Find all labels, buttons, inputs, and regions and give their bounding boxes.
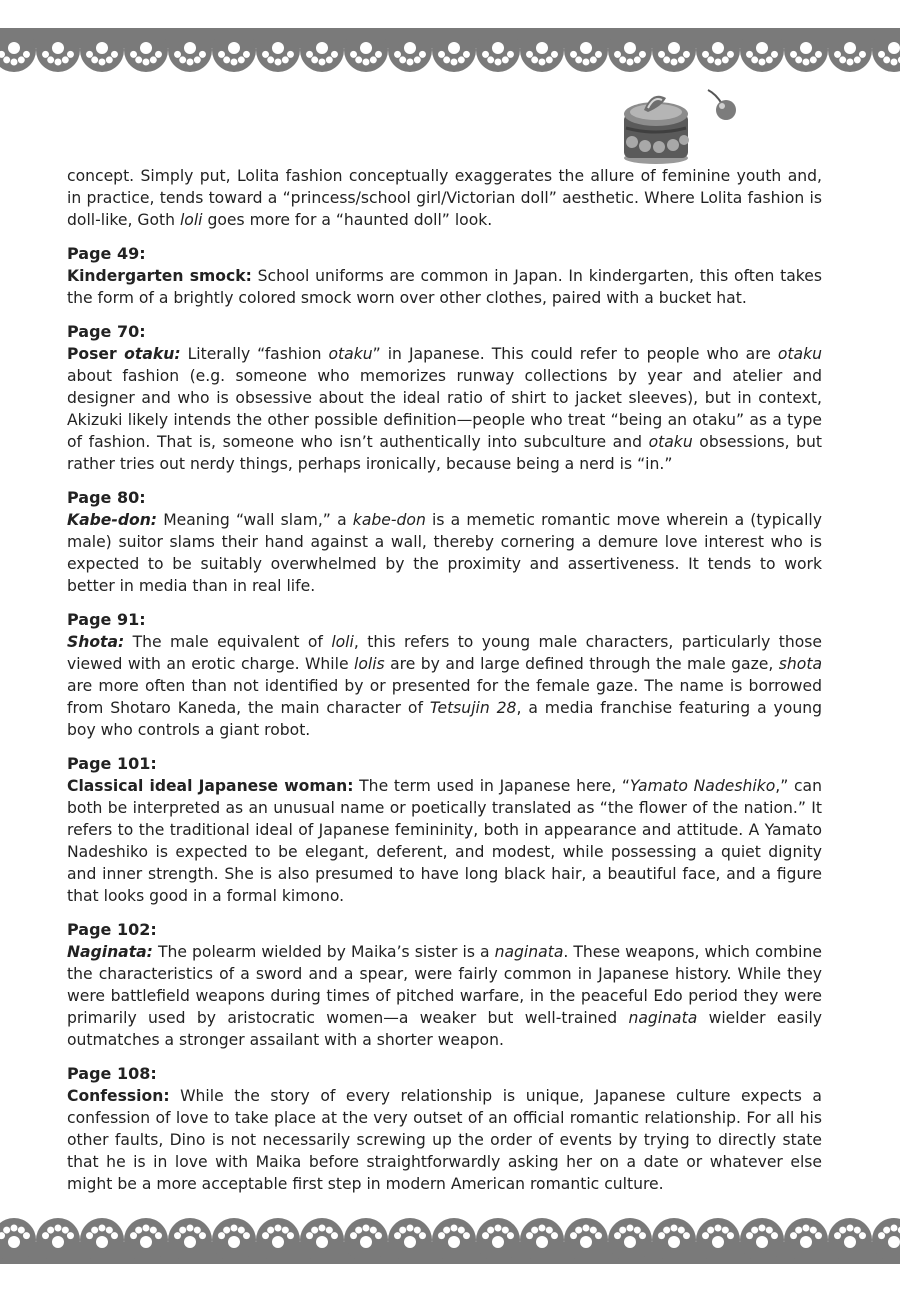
page-heading: Page 91: xyxy=(67,610,146,629)
note-page-80 xyxy=(67,487,822,597)
lace-border-icon xyxy=(0,1218,900,1264)
page-heading: Page 102: xyxy=(67,920,157,939)
note-term: Kabe-don: xyxy=(67,511,158,529)
note-term: Classical ideal Japanese woman: xyxy=(67,777,354,795)
note-text: Poser otaku: Literally “fashion otaku” in Japanese. This could refer to people who are otaku about fashion (e.g. someone who memorizes runway collections by year and atelier and designer and who is obsessive about the ideal ratio of shirt to jacket sleeves), but in context, Akizuki likely intends the other possible definition—people who treat “being an otaku” as a type of fashion. That is, someone who isn’t authentically into subculture and otaku obsessions, but rather tries out nerdy things, perhaps ironically, because being a nerd is “in.” xyxy=(67,345,823,473)
note-page-108 xyxy=(67,1063,822,1195)
notes-content xyxy=(67,165,822,1195)
note-text: Confession: While the story of every relationship is unique, Japanese culture expects a confession of love to take place at the very outset of an official romantic relationship. For all his other faults, Dino is not necessarily screwing up the order of events by trying to directly state that he is in love with Maika before straightforwardly asking her on a date or whatever else might be a more acceptable first step in modern American romantic culture. xyxy=(67,1087,822,1193)
note-term: Confession: xyxy=(67,1087,170,1105)
note-text: Kindergarten smock: School uniforms are common in Japan. In kindergarten, this often takes the form of a brightly colored smock worn over other clothes, paired with a bucket hat. xyxy=(67,267,822,307)
page-heading: Page 70: xyxy=(67,322,146,341)
note-term: Kindergarten smock: xyxy=(67,267,252,285)
note-page-49 xyxy=(67,243,822,309)
note-text: Kabe-don: Meaning “wall slam,” a kabe-don is a memetic romantic move wherein a (typically male) suitor slams their hand against a wall, thereby cornering a demure love interest who is expected to be suitably overwhelmed by the proximity and assertiveness. It tends to work better in media than in real life. xyxy=(67,511,822,595)
cherry-icon xyxy=(708,90,736,120)
intro-paragraph: concept. Simply put, Lolita fashion conceptually exaggerates the allure of feminine youth and, in practice, tends toward a “princess/school girl/Victorian doll” aesthetic. Where Lolita fashion is doll-like, Goth loli goes more for a “haunted doll” look. xyxy=(67,167,822,229)
note-page-70 xyxy=(67,321,822,475)
note-term: Poser otaku: xyxy=(67,345,181,363)
cake-icon xyxy=(618,84,748,166)
lace-border-icon xyxy=(0,28,900,72)
note-text: Naginata: The polearm wielded by Maika’s sister is a naginata. These weapons, which combine the characteristics of a sword and a spear, were fairly common in Japanese history. While they were battlefield weapons during times of pitched warfare, in the peaceful Edo period they were primarily used by aristocratic women—a weaker but well-trained naginata wielder easily outmatches a stronger assailant with a shorter weapon. xyxy=(67,943,823,1049)
page-heading: Page 49: xyxy=(67,244,146,263)
note-term: Shota: xyxy=(67,633,125,651)
note-text: Shota: The male equivalent of loli, this refers to young male characters, particularly those viewed with an erotic charge. While lolis are by and large defined through the male gaze, shota are more often than not identified by or presented for the female gaze. The name is borrowed from Shotaro Kaneda, the main character of Tetsujin 28, a media franchise featuring a young boy who controls a giant robot. xyxy=(67,633,823,739)
note-page-101 xyxy=(67,753,822,907)
lace-border-top xyxy=(0,28,900,78)
note-text: Classical ideal Japanese woman: The term used in Japanese here, “Yamato Nadeshiko,” can both be interpreted as an unusual name or poetically translated as “the flower of the nation.” It refers to the traditional ideal of Japanese femininity, both in appearance and attitude. A Yamato Nadeshiko is expected to be elegant, deferent, and modest, while possessing a quiet dignity and inner strength. She is also presumed to have long black hair, a beautiful face, and a figure that looks good in a formal kimono. xyxy=(67,777,822,905)
page-heading: Page 101: xyxy=(67,754,157,773)
note-page-91 xyxy=(67,609,822,741)
note-page-102 xyxy=(67,919,822,1051)
page-heading: Page 80: xyxy=(67,488,146,507)
page-heading: Page 108: xyxy=(67,1064,157,1083)
lace-border-bottom xyxy=(0,1212,900,1264)
note-term: Naginata: xyxy=(67,943,153,961)
